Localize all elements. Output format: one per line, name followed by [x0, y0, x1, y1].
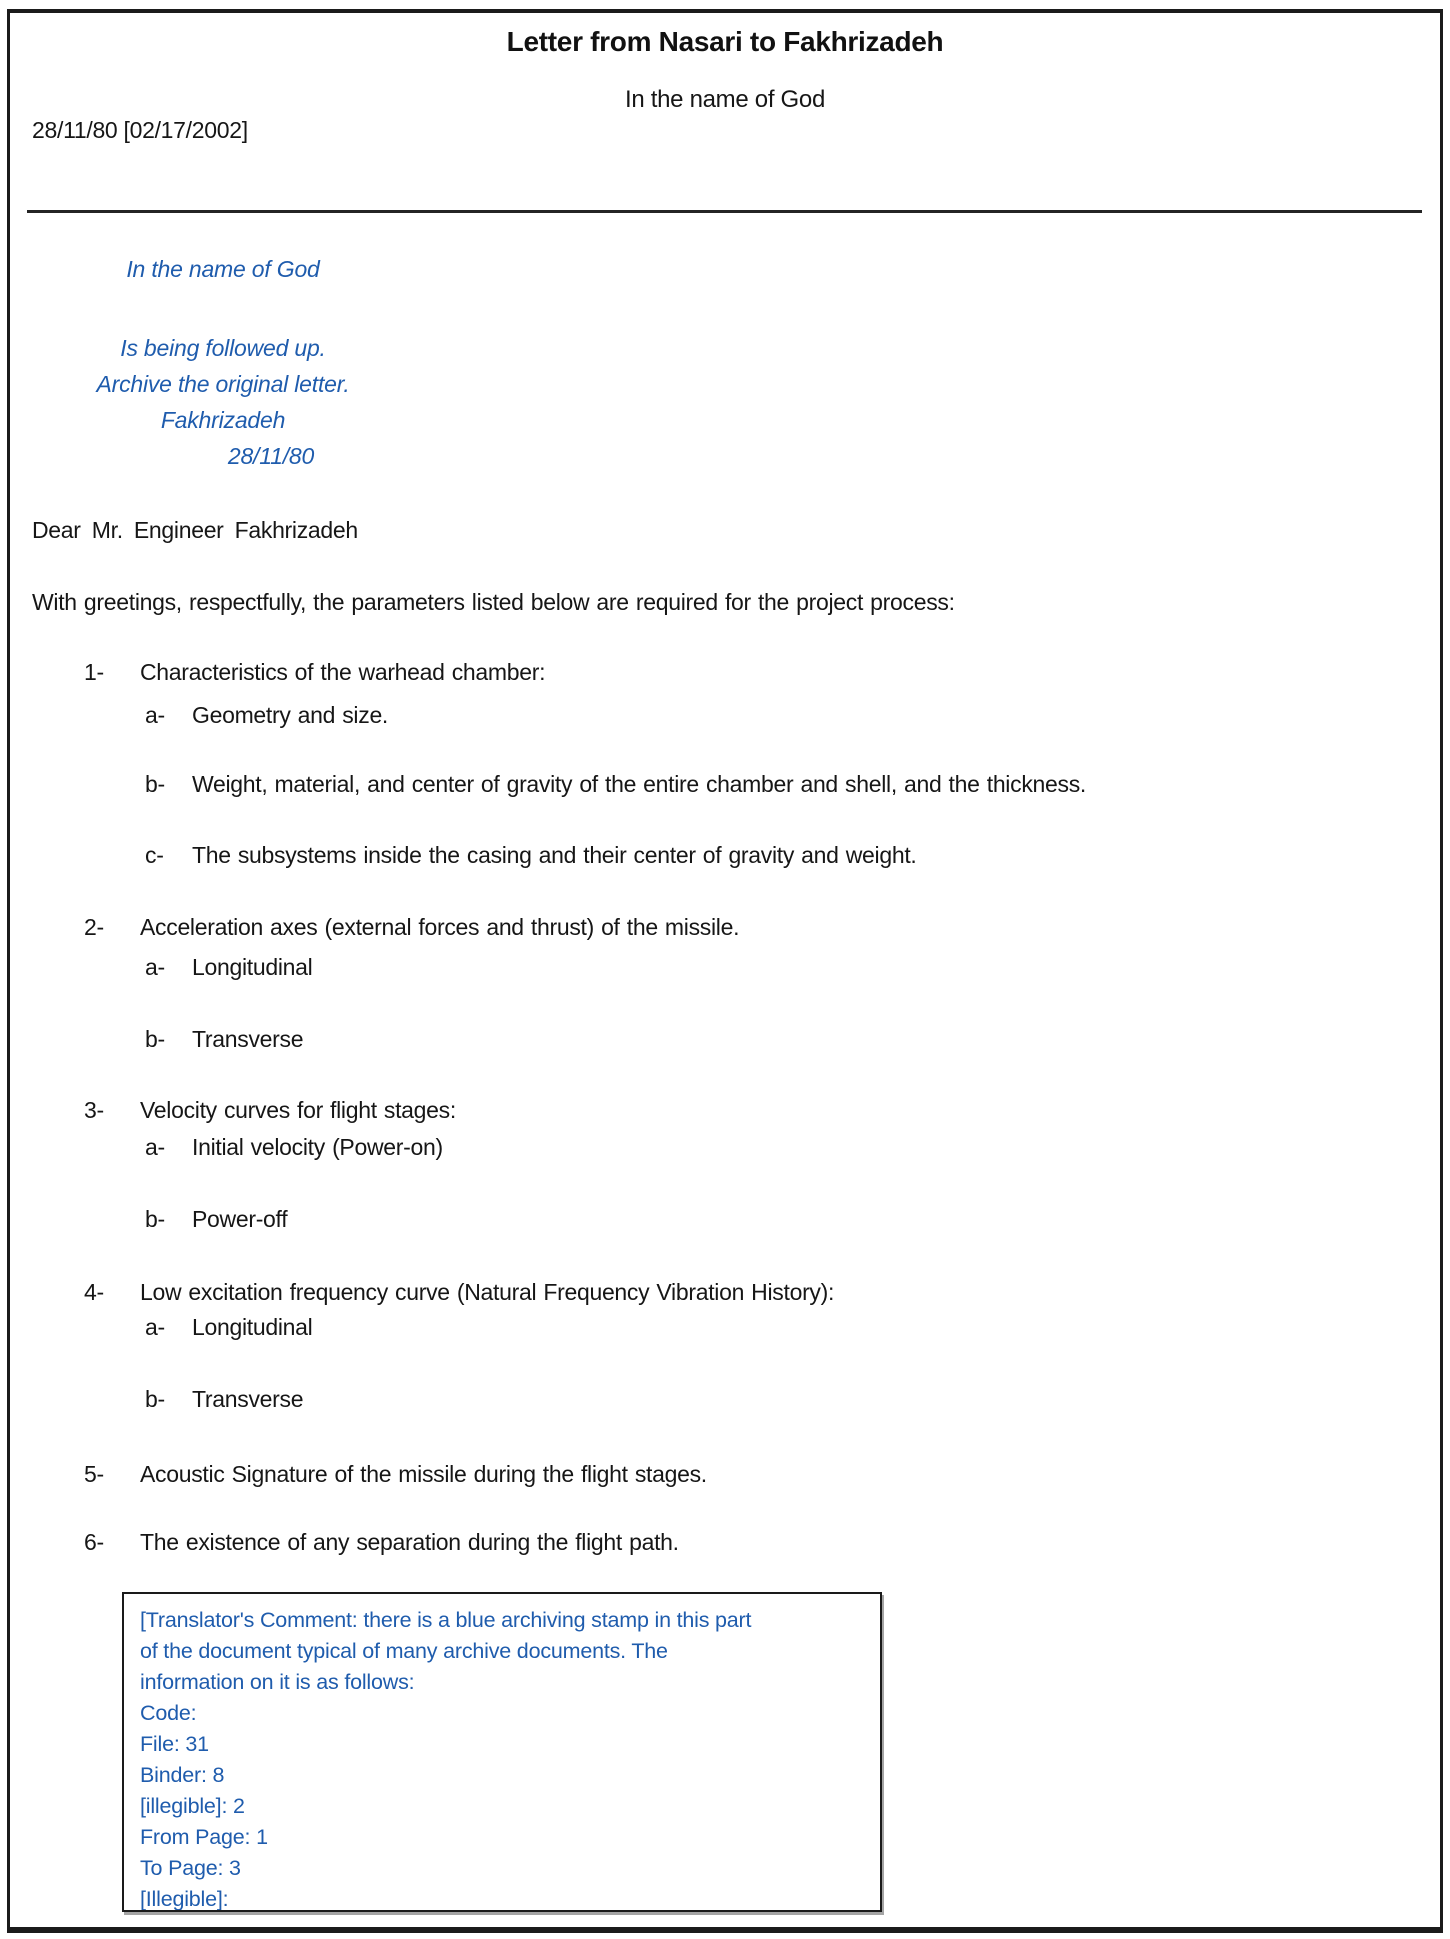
list-item-number: 1- [84, 659, 104, 685]
subitem-letter: a- [145, 702, 165, 728]
subitem-letter: b- [145, 1026, 165, 1052]
salutation: Dear Mr. Engineer Fakhrizadeh [32, 517, 358, 543]
annotation-date: 28/11/80 [227, 443, 315, 469]
list-subitem-1a [145, 700, 1418, 730]
list-item-text: The existence of any separation during the flight path. [140, 1529, 679, 1555]
subitem-text: The subsystems inside the casing and their center of gravity and weight. [192, 842, 917, 868]
translator-comment-line: [Translator's Comment: there is a blue archiving stamp in this part [140, 1608, 752, 1632]
subitem-letter: c- [145, 842, 164, 868]
list-item-number: 2- [84, 914, 104, 940]
handwritten-annotation-block [33, 254, 413, 474]
intro-paragraph: With greetings, respectfully, the parameters listed below are required for the project process: [32, 589, 955, 615]
list-subitem-3b [145, 1204, 1418, 1234]
subitem-letter: a- [145, 1134, 165, 1160]
subitem-text: Longitudinal [192, 1314, 313, 1340]
subitem-letter: b- [145, 1206, 165, 1232]
annotation-line: In the name of God [126, 256, 320, 282]
translator-comment-line: [illegible]: 2 [140, 1794, 245, 1818]
list-item-number: 3- [84, 1097, 104, 1123]
list-item-text: Low excitation frequency curve (Natural Frequency Vibration History): [140, 1279, 835, 1305]
list-item-3 [84, 1095, 1418, 1125]
subitem-letter: b- [145, 771, 165, 797]
divider-rule [27, 210, 1422, 213]
subitem-letter: a- [145, 1314, 165, 1340]
list-item-6 [84, 1527, 1418, 1557]
list-item-2 [84, 912, 1418, 942]
list-subitem-2b [145, 1024, 1418, 1054]
translator-comment-line: information on it is as follows: [140, 1670, 415, 1694]
translator-comment-box [122, 1592, 882, 1912]
list-item-text: Acoustic Signature of the missile during the flight stages. [140, 1461, 707, 1487]
translator-comment-line: of the document typical of many archive documents. The [140, 1639, 668, 1663]
subitem-text: Power-off [192, 1206, 288, 1232]
list-item-text: Velocity curves for flight stages: [140, 1097, 456, 1123]
invocation-line: In the name of God [624, 86, 826, 113]
list-item-4 [84, 1277, 1418, 1307]
annotation-line: Archive the original letter. [96, 371, 350, 397]
list-subitem-4a [145, 1312, 1418, 1342]
translator-comment-line: From Page: 1 [140, 1825, 268, 1849]
subitem-letter: b- [145, 1386, 165, 1412]
list-item-text: Acceleration axes (external forces and thrust) of the missile. [140, 914, 740, 940]
subitem-text: Transverse [192, 1386, 304, 1412]
translator-comment-line: Binder: 8 [140, 1763, 225, 1787]
subitem-text: Initial velocity (Power-on) [192, 1134, 443, 1160]
list-item-number: 5- [84, 1461, 104, 1487]
translator-comment-line: Code: [140, 1701, 197, 1725]
list-subitem-1c [145, 840, 1418, 870]
subitem-letter: a- [145, 954, 165, 980]
list-item-number: 6- [84, 1529, 104, 1555]
document-title: Letter from Nasari to Fakhrizadeh [506, 26, 944, 57]
annotation-line: Is being followed up. [120, 335, 326, 361]
annotation-line: Fakhrizadeh [160, 407, 286, 433]
translator-comment-line: File: 31 [140, 1732, 209, 1756]
list-subitem-2a [145, 952, 1418, 982]
page-content [10, 12, 1440, 1927]
subitem-text: Geometry and size. [192, 702, 389, 728]
list-item-5 [84, 1459, 1418, 1489]
subitem-text: Longitudinal [192, 954, 313, 980]
subitem-text: Weight, material, and center of gravity of the entire chamber and shell, and the thickness. [192, 771, 1086, 797]
list-item-text: Characteristics of the warhead chamber: [140, 659, 546, 685]
subitem-text: Transverse [192, 1026, 304, 1052]
list-item-1 [84, 657, 1418, 687]
translator-comment-line: To Page: 3 [140, 1856, 241, 1880]
date-line: 28/11/80 [02/17/2002] [32, 117, 248, 143]
list-item-number: 4- [84, 1279, 104, 1305]
list-subitem-1b [145, 769, 1418, 799]
list-subitem-4b [145, 1384, 1418, 1414]
translator-comment-line: [Illegible]: [140, 1887, 229, 1911]
list-subitem-3a [145, 1132, 1418, 1162]
